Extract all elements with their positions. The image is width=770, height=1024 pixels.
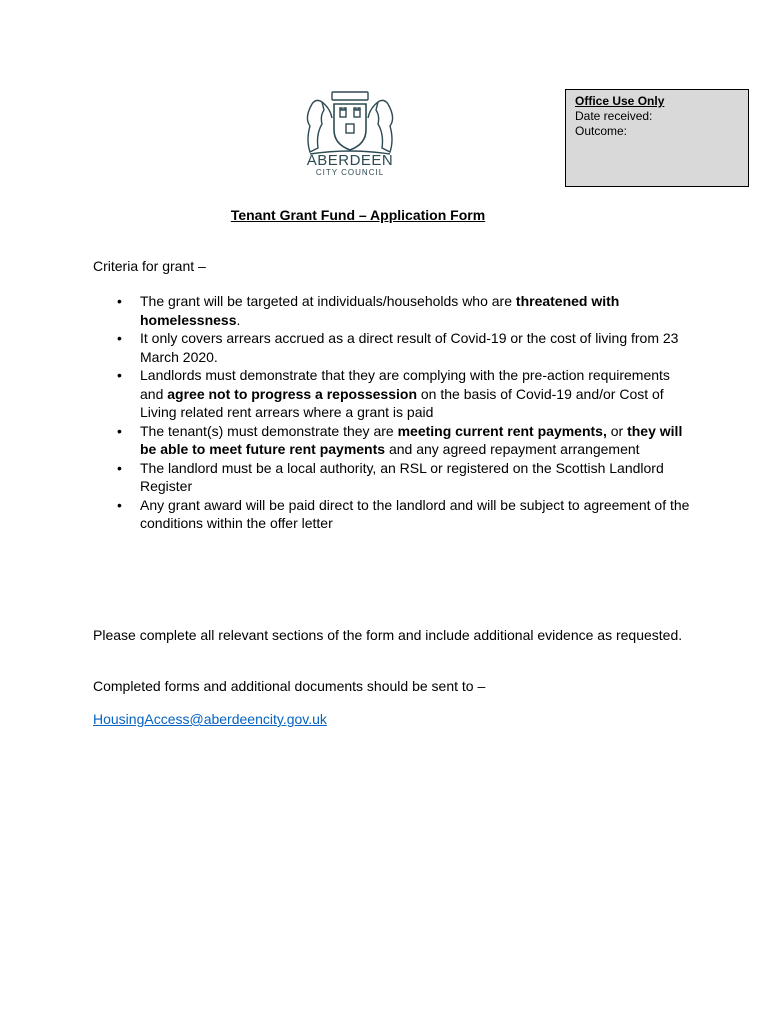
email-link[interactable]: HousingAccess@aberdeencity.gov.uk	[93, 711, 327, 727]
criteria-item	[93, 329, 693, 366]
office-use-title: Office Use Only	[575, 94, 665, 108]
date-received-label: Date received:	[575, 109, 653, 123]
criteria-item	[93, 496, 693, 533]
criteria-list	[93, 292, 693, 533]
criteria-emphasis: agree not to progress a repossession	[167, 385, 417, 402]
criteria-text: or	[606, 422, 628, 439]
bullet-icon: •	[117, 422, 122, 439]
criteria-heading: Criteria for grant –	[93, 258, 206, 274]
bullet-icon: •	[117, 459, 122, 476]
criteria-item	[93, 292, 693, 329]
criteria-emphasis: they will be able to meet future rent payments	[140, 422, 683, 457]
criteria-item	[93, 422, 693, 459]
bullet-icon: •	[117, 367, 122, 383]
criteria-text: The landlord must be a local authority, an RSL or registered on the Scottish Landlord Register	[140, 459, 664, 494]
office-use-box	[565, 89, 749, 187]
aberdeen-city-council-logo	[298, 84, 402, 178]
bullet-icon: •	[117, 496, 122, 513]
criteria-text: .	[236, 311, 241, 328]
criteria-text: Landlords must demonstrate that they are complying with the pre-action requirements and	[140, 367, 670, 402]
bullet-icon: •	[117, 330, 122, 346]
bullet-icon: •	[117, 293, 122, 309]
criteria-text: The tenant(s) must demonstrate they are	[140, 422, 398, 439]
page-title: Tenant Grant Fund – Application Form	[230, 207, 486, 223]
criteria-item	[93, 459, 693, 496]
coat-of-arms-icon	[298, 84, 402, 178]
outcome-label: Outcome:	[575, 124, 628, 138]
submission-instructions: Completed forms and additional documents should be sent to –	[93, 678, 486, 694]
completion-instructions: Please complete all relevant sections of the form and include additional evidence as requested.	[93, 627, 683, 643]
criteria-emphasis: threatened with homelessness	[140, 293, 620, 328]
criteria-text: and any agreed repayment arrangement	[385, 441, 640, 457]
logo-title: ABERDEEN	[306, 152, 394, 169]
criteria-emphasis: meeting current rent payments,	[397, 422, 607, 439]
logo-subtitle: CITY COUNCIL	[315, 168, 385, 177]
criteria-text: The grant will be targeted at individuals/households who are	[140, 293, 516, 309]
criteria-text: Any grant award will be paid direct to the landlord and will be subject to agreement of the conditions within the offer letter	[140, 496, 690, 531]
criteria-text: It only covers arrears accrued as a direct result of Covid-19 or the cost of living from 23 March 2020.	[140, 330, 679, 365]
criteria-text: on the basis of Covid-19 and/or Cost of Living related rent arrears where a grant is paid	[140, 385, 664, 420]
criteria-item	[93, 366, 693, 422]
